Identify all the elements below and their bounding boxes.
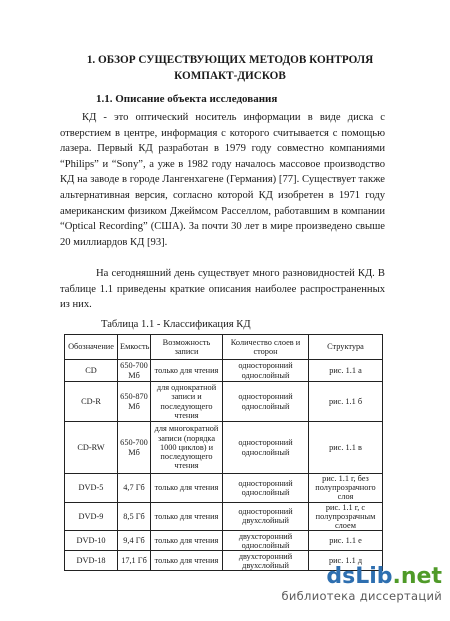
column-header-designation: Обозначение bbox=[65, 335, 118, 360]
cell-layers: односторонний однослойный bbox=[223, 422, 309, 474]
cell-designation: DVD-5 bbox=[65, 474, 118, 503]
cell-capacity: 17,1 Гб bbox=[118, 551, 151, 571]
cell-capacity: 650-700 Мб bbox=[118, 422, 151, 474]
cell-designation: CD-RW bbox=[65, 422, 118, 474]
table-row bbox=[65, 502, 383, 531]
chapter-title-line-2: КОМПАКТ-ДИСКОВ bbox=[174, 70, 286, 82]
cell-structure: рис. 1.1 а bbox=[309, 360, 383, 382]
cell-capacity: 8,5 Гб bbox=[118, 502, 151, 531]
cell-structure: рис. 1.1 г, без полупрозрачного слоя bbox=[309, 474, 383, 503]
chapter-title bbox=[60, 52, 400, 84]
watermark-logo bbox=[281, 565, 442, 589]
table-row bbox=[65, 474, 383, 503]
column-header-layers: Количество слоев и сторон bbox=[223, 335, 309, 360]
cell-capacity: 4,7 Гб bbox=[118, 474, 151, 503]
table-row bbox=[65, 382, 383, 422]
cell-capacity: 650-870 Мб bbox=[118, 382, 151, 422]
table-row bbox=[65, 422, 383, 474]
cell-recording: только для чтения bbox=[151, 551, 223, 571]
watermark-logo-suffix: .net bbox=[392, 564, 442, 589]
chapter-title-line-1: 1. ОБЗОР СУЩЕСТВУЮЩИХ МЕТОДОВ КОНТРОЛЯ bbox=[86, 54, 374, 66]
cell-designation: DVD-18 bbox=[65, 551, 118, 571]
cell-capacity: 650-700 Мб bbox=[118, 360, 151, 382]
cell-recording: только для чтения bbox=[151, 531, 223, 551]
column-header-structure: Структура bbox=[309, 335, 383, 360]
cell-designation: DVD-10 bbox=[65, 531, 118, 551]
cell-structure: рис. 1.1 е bbox=[309, 531, 383, 551]
cell-structure: рис. 1.1 д bbox=[309, 551, 383, 571]
cell-layers: односторонний однослойный bbox=[223, 360, 309, 382]
section-heading: 1.1. Описание объекта исследования bbox=[96, 93, 278, 105]
table-header-row bbox=[65, 335, 383, 360]
paragraph-types: На сегодняшний день существует много разновидностей КД. В таблице 1.1 приведены краткие описания наиболее распространенных из них. bbox=[60, 268, 385, 311]
cell-recording: для однократной записи и последующего чтения bbox=[151, 382, 223, 422]
classification-table bbox=[64, 334, 383, 571]
paragraph-intro: КД - это оптический носитель информации в виде диска с отверстием в центре, информация с которого считывается с помощью лазера. Первый КД разработан в 1979 году совместно компаниями “Philips” и “Sony”, а уже в 1982 году началось массовое производство КД на заводе в городе Лангенхагене (Германия) [77]. Существует также альтернативная версия, согласно которой КД изобретен в 1971 году американским физиком Джеймсом Расселлом, работавшим в компании “Optical Recording” (США). За почти 30 лет в мире произведено свыше 20 миллиардов КД [93]. bbox=[60, 112, 385, 248]
cell-capacity: 9,4 Гб bbox=[118, 531, 151, 551]
cell-designation: DVD-9 bbox=[65, 502, 118, 531]
cell-recording: только для чтения bbox=[151, 360, 223, 382]
cell-structure: рис. 1.1 б bbox=[309, 382, 383, 422]
column-header-capacity: Емкость bbox=[118, 335, 151, 360]
cell-recording: для многократной записи (порядка 1000 циклов) и последующего чтения bbox=[151, 422, 223, 474]
cell-layers: односторонний двухслойный bbox=[223, 502, 309, 531]
table-row bbox=[65, 531, 383, 551]
cell-designation: CD-R bbox=[65, 382, 118, 422]
table-row bbox=[65, 360, 383, 382]
cell-designation: CD bbox=[65, 360, 118, 382]
cell-recording: только для чтения bbox=[151, 502, 223, 531]
watermark bbox=[281, 565, 442, 603]
cell-structure: рис. 1.1 в bbox=[309, 422, 383, 474]
cell-layers: односторонний однослойный bbox=[223, 382, 309, 422]
cell-structure: рис. 1.1 г, с полупрозрачным слоем bbox=[309, 502, 383, 531]
watermark-logo-main: dsLib bbox=[326, 564, 393, 589]
cell-layers: двухсторонний однослойный bbox=[223, 531, 309, 551]
table-caption: Таблица 1.1 - Классификация КД bbox=[101, 319, 251, 330]
cell-layers: двухсторонний двухслойный bbox=[223, 551, 309, 571]
column-header-recording: Возможность записи bbox=[151, 335, 223, 360]
cell-layers: односторонний однослойный bbox=[223, 474, 309, 503]
watermark-tagline: библиотека диссертаций bbox=[281, 589, 442, 603]
cell-recording: только для чтения bbox=[151, 474, 223, 503]
